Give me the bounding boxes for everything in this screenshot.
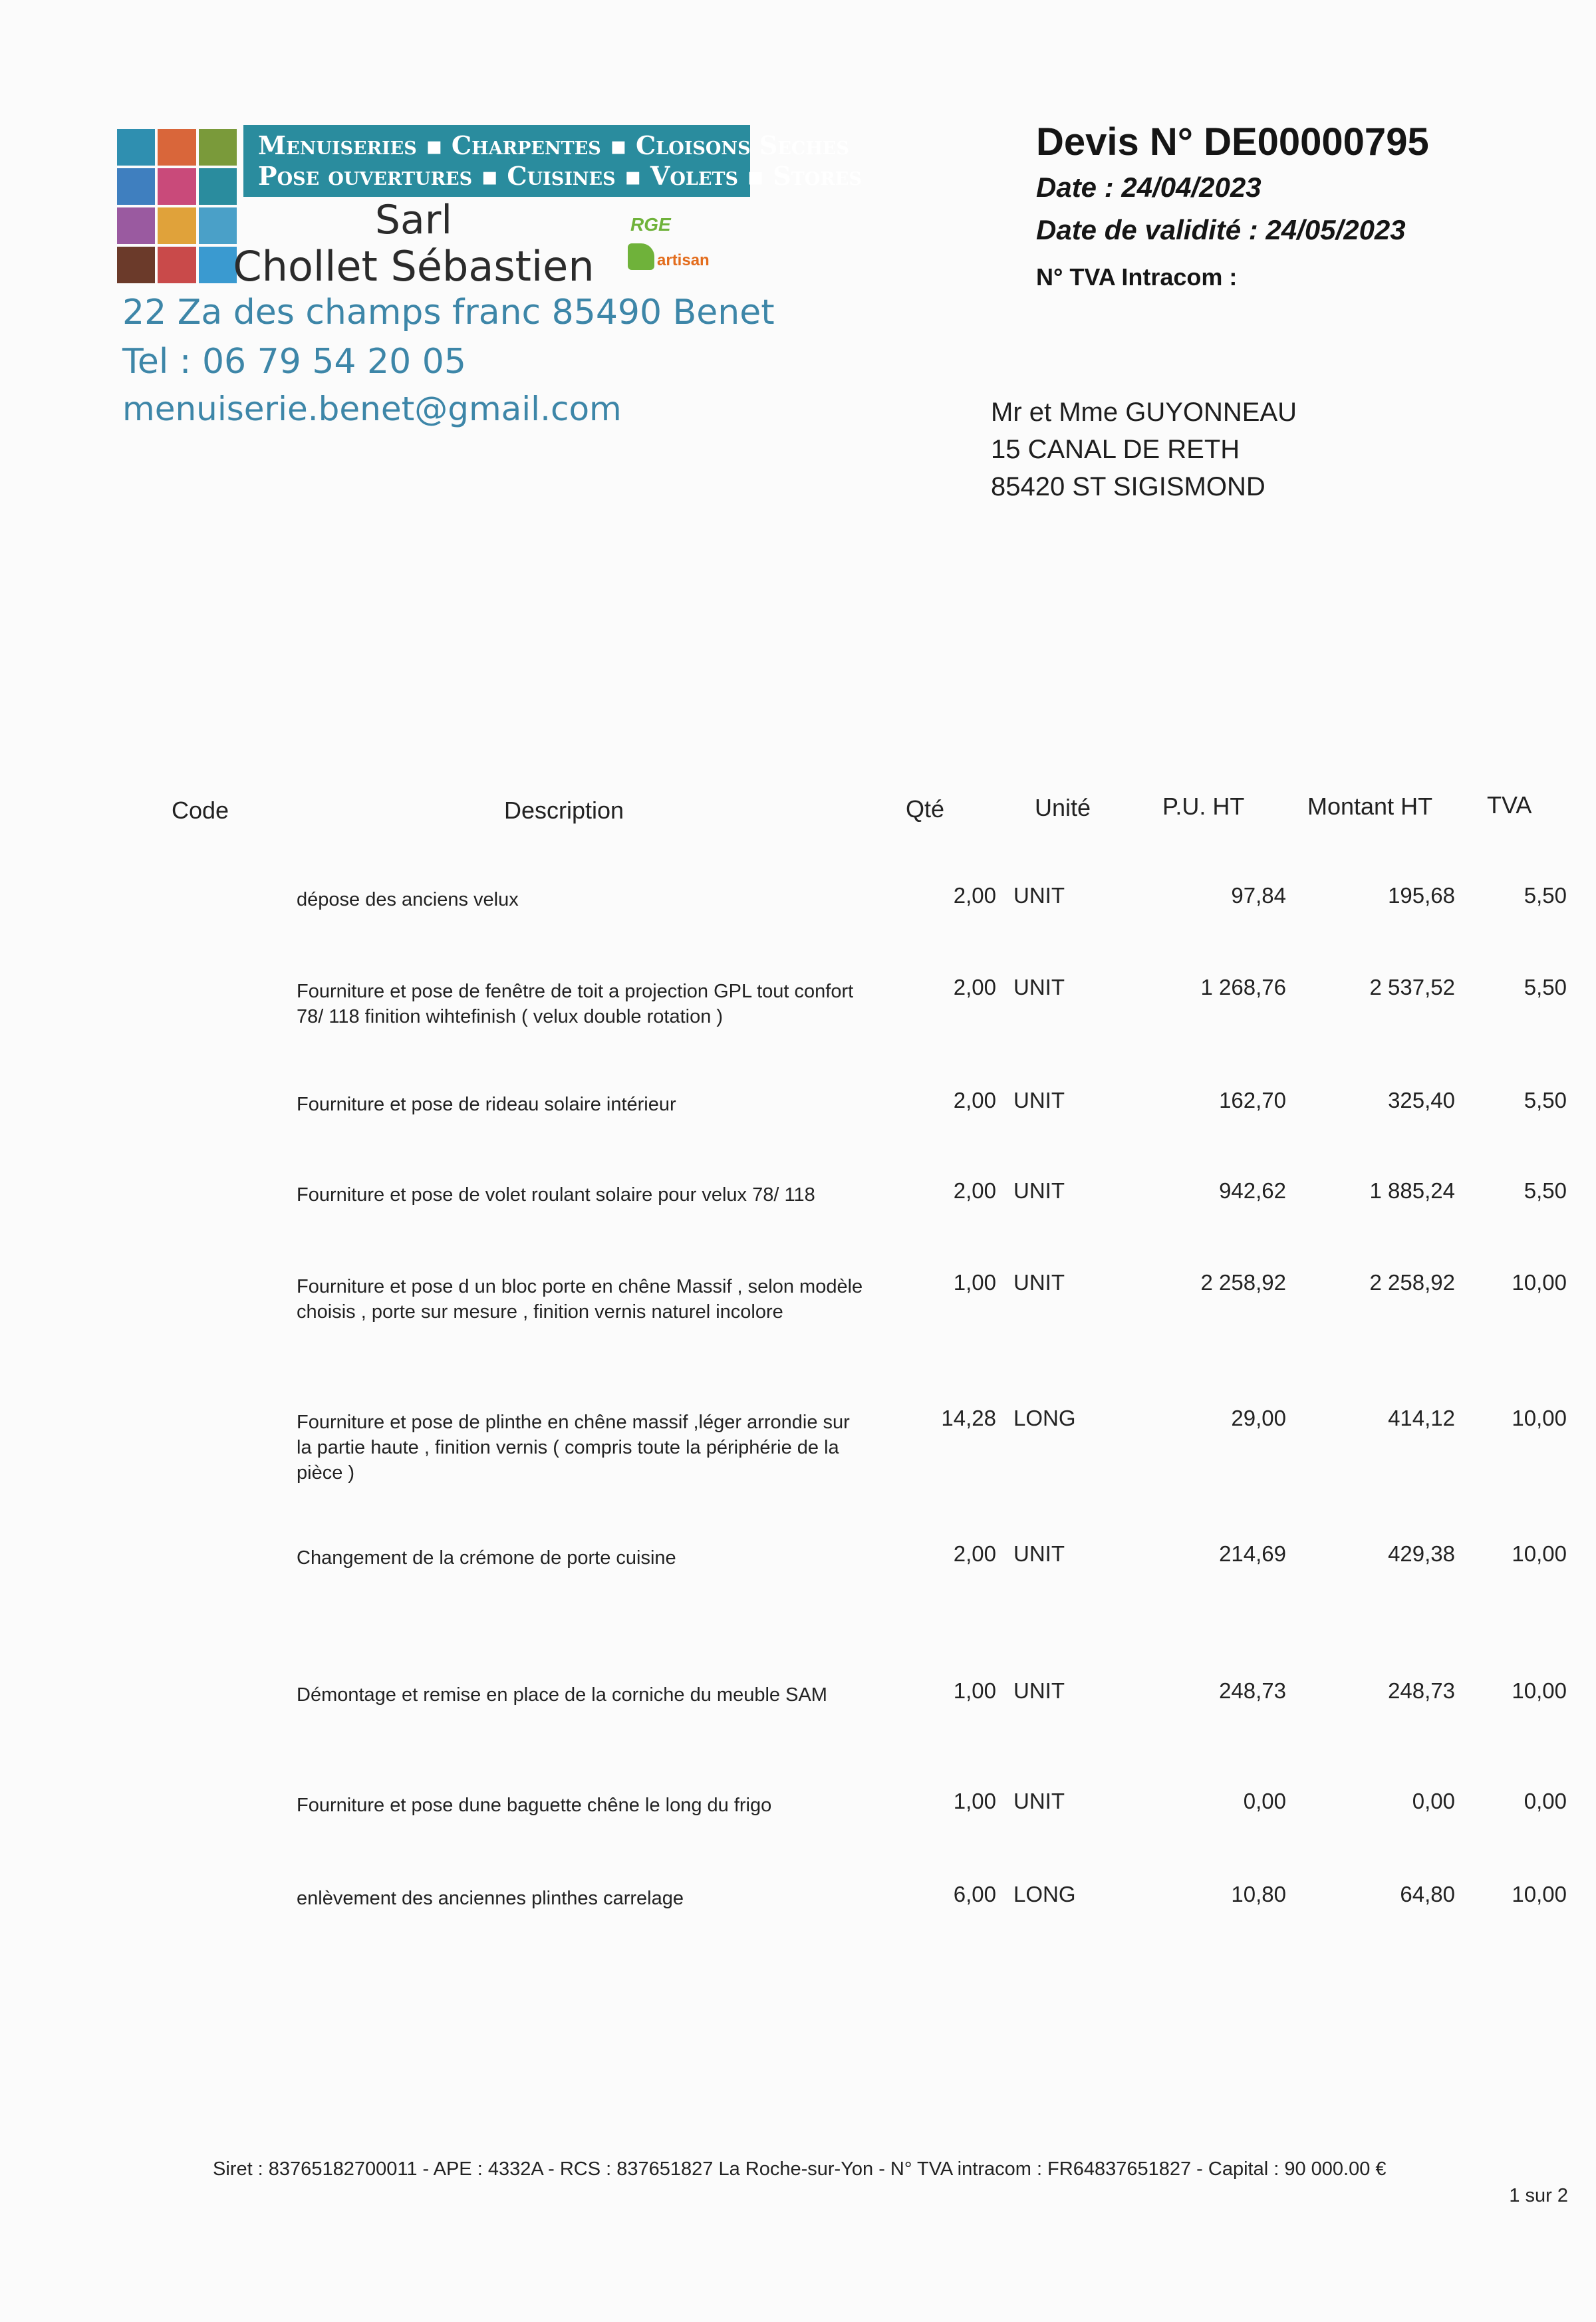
company-owner-name: Chollet Sébastien [233, 242, 595, 291]
row-qty: 1,00 [953, 1678, 996, 1703]
row-description: enlèvement des anciennes plinthes carrelage [297, 1888, 684, 1909]
row-description: Fourniture et pose de plinthe en chêne massif ,léger arrondie sur la partie haute , finition vernis ( compris toute la périphérie de la pièce ) [297, 1412, 850, 1484]
logo-tile [117, 207, 155, 244]
row-unit-price: 1 268,76 [1200, 975, 1286, 999]
row-amount: 195,68 [1388, 883, 1455, 908]
header-unit: Unité [1035, 794, 1091, 821]
row-unit-price: 10,80 [1231, 1882, 1286, 1906]
row-unit: UNIT [1013, 1270, 1065, 1295]
header-vat: TVA [1487, 791, 1532, 819]
row-qty: 2,00 [953, 1541, 996, 1566]
row-unit: UNIT [1013, 1088, 1065, 1112]
row-vat: 5,50 [1524, 975, 1567, 999]
row-unit: UNIT [1013, 1789, 1065, 1813]
logo-tile [199, 129, 237, 166]
logo-tile [158, 168, 196, 205]
row-amount: 414,12 [1388, 1406, 1455, 1430]
row-vat: 0,00 [1524, 1789, 1567, 1813]
row-description: Fourniture et pose d un bloc porte en chêne Massif , selon modèle choisis , porte sur mesure , finition vernis naturel incolore [297, 1276, 863, 1323]
header-qty: Qté [906, 795, 945, 823]
row-description: dépose des anciens velux [297, 889, 519, 910]
row-unit: UNIT [1013, 1541, 1065, 1566]
row-qty: 1,00 [953, 1789, 996, 1813]
company-email: menuiserie.benet@gmail.com [122, 390, 622, 428]
company-phone: Tel : 06 79 54 20 05 [122, 342, 466, 382]
banner-line-1: Menuiseries ▪ Charpentes ▪ Cloisons Seches [258, 130, 849, 160]
row-amount: 0,00 [1412, 1789, 1455, 1813]
row-qty: 14,28 [941, 1406, 996, 1430]
row-vat: 10,00 [1512, 1541, 1567, 1566]
row-qty: 2,00 [953, 883, 996, 908]
client-address-block [991, 394, 1297, 505]
row-qty: 6,00 [953, 1882, 996, 1906]
row-vat: 10,00 [1512, 1270, 1567, 1295]
header-description: Description [504, 797, 624, 824]
banner-line-2: Pose ouvertures ▪ Cuisines ▪ Volets ▪ Stores [258, 161, 862, 191]
row-amount: 2 258,92 [1369, 1270, 1455, 1295]
logo-tile [117, 168, 155, 205]
row-description: Démontage et remise en place de la corniche du meuble SAM [297, 1684, 827, 1706]
row-description: Fourniture et pose de fenêtre de toit a projection GPL tout confort 78/ 118 finition wihtefinish ( velux double rotation ) [297, 981, 854, 1027]
client-name: Mr et Mme GUYONNEAU [991, 398, 1297, 427]
row-description: Changement de la crémone de porte cuisine [297, 1547, 676, 1569]
company-activities-banner [243, 125, 862, 197]
row-unit: UNIT [1013, 975, 1065, 999]
logo-tile [158, 207, 196, 244]
row-unit: UNIT [1013, 883, 1065, 908]
row-unit: LONG [1013, 1882, 1076, 1906]
row-description: Fourniture et pose de volet roulant solaire pour velux 78/ 118 [297, 1184, 815, 1206]
row-vat: 5,50 [1524, 883, 1567, 908]
row-unit: UNIT [1013, 1678, 1065, 1703]
logo-tile [117, 247, 155, 283]
quote-number: Devis N° DE00000795 [1036, 120, 1429, 164]
header-unit-price: P.U. HT [1162, 793, 1245, 820]
company-address: 22 Za des champs franc 85490 Benet [122, 293, 775, 332]
header-amount: Montant HT [1307, 793, 1433, 820]
row-unit-price: 248,73 [1219, 1678, 1286, 1703]
row-description: Fourniture et pose dune baguette chêne le long du frigo [297, 1795, 772, 1816]
row-amount: 325,40 [1388, 1088, 1455, 1112]
quote-validity-date: Date de validité : 24/05/2023 [1036, 214, 1406, 245]
client-city: 85420 ST SIGISMOND [991, 472, 1265, 501]
row-amount: 1 885,24 [1369, 1178, 1455, 1203]
logo-tile [158, 247, 196, 283]
row-amount: 64,80 [1400, 1882, 1455, 1906]
header-code: Code [172, 797, 229, 824]
row-amount: 2 537,52 [1369, 975, 1455, 999]
company-legal-form: Sarl [374, 197, 453, 243]
logo-tile [117, 129, 155, 166]
row-qty: 1,00 [953, 1270, 996, 1295]
row-unit-price: 97,84 [1231, 883, 1286, 908]
row-description: Fourniture et pose de rideau solaire intérieur [297, 1094, 676, 1115]
vat-intracom-label: N° TVA Intracom : [1036, 263, 1238, 291]
row-unit-price: 942,62 [1219, 1178, 1286, 1203]
row-vat: 10,00 [1512, 1678, 1567, 1703]
row-qty: 2,00 [953, 1178, 996, 1203]
row-amount: 429,38 [1388, 1541, 1455, 1566]
row-unit: UNIT [1013, 1178, 1065, 1203]
row-vat: 10,00 [1512, 1406, 1567, 1430]
row-qty: 2,00 [953, 1088, 996, 1112]
row-unit: LONG [1013, 1406, 1076, 1430]
row-unit-price: 162,70 [1219, 1088, 1286, 1112]
quote-date: Date : 24/04/2023 [1036, 172, 1262, 203]
page-number: 1 sur 2 [1509, 2185, 1568, 2206]
row-amount: 248,73 [1388, 1678, 1455, 1703]
company-name [214, 197, 613, 290]
row-unit-price: 2 258,92 [1200, 1270, 1286, 1295]
row-vat: 10,00 [1512, 1882, 1567, 1906]
row-qty: 2,00 [953, 975, 996, 999]
row-unit-price: 214,69 [1219, 1541, 1286, 1566]
row-vat: 5,50 [1524, 1178, 1567, 1203]
row-unit-price: 0,00 [1243, 1789, 1286, 1813]
row-vat: 5,50 [1524, 1088, 1567, 1112]
legal-footer: Siret : 83765182700011 - APE : 4332A - RCS : 837651827 La Roche-sur-Yon - N° TVA intracom : FR64837651827 - Capital : 90 000.00 € [213, 2158, 1387, 2180]
rge-artisan-badge-icon: RGE artisan [625, 214, 712, 278]
client-street: 15 CANAL DE RETH [991, 435, 1240, 464]
logo-tile [158, 129, 196, 166]
row-unit-price: 29,00 [1231, 1406, 1286, 1430]
